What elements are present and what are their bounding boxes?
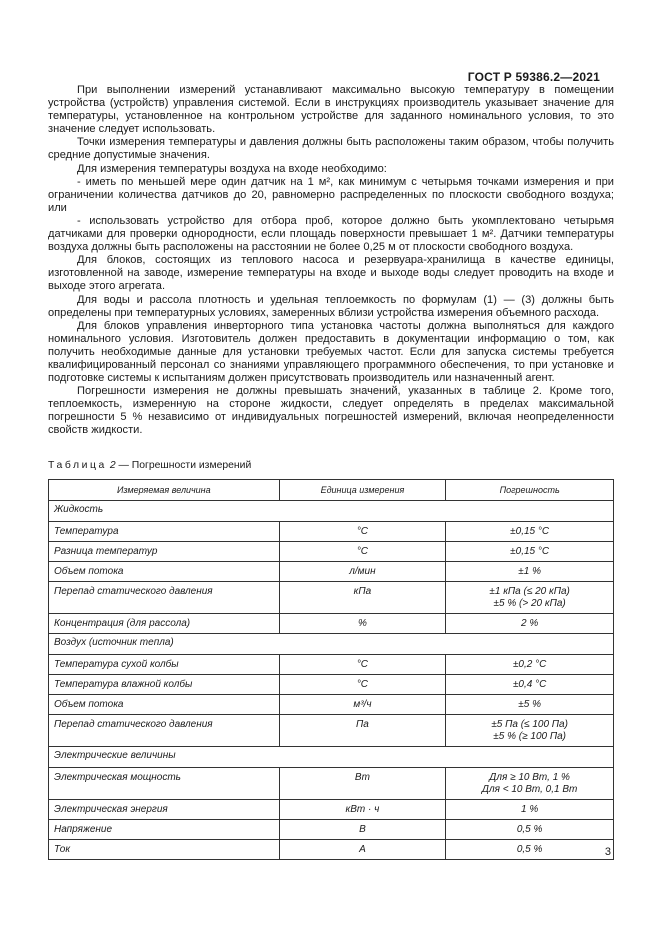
paragraph: При выполнении измерений устанавливают максимально высокую температуру в помещении устройства (устройств) управления системой. Если в инструкциях производитель указывает значение для температуры, установленное на контрольном устройстве для заданного номинального условия, то это значение следует использовать. [48, 84, 614, 136]
caption-number: 2 [109, 460, 116, 471]
table-row [49, 715, 614, 747]
paragraph: - иметь по меньшей мере один датчик на 1 м², как минимум с четырьмя точками измерения и при ограничении количества датчиков до 20, равномерно распределенных по плоскости свободного воздуха; или [48, 175, 614, 214]
error-line: ±5 % (> 20 кПа) [493, 598, 566, 609]
error-cell [446, 715, 614, 747]
unit-cell: % [279, 614, 446, 634]
paragraph: Для воды и рассола плотность и удельная теплоемкость по формулам (1) — (3) должны быть определены при температурных условиях, замеренных вблизи устройства измерения объемного расхода. [48, 293, 614, 319]
error-line: 0,5 % [516, 824, 543, 835]
error-line: ±0,15 °C [510, 526, 550, 537]
quantity-cell: Объем потока [49, 562, 280, 582]
error-cell [446, 582, 614, 614]
error-line: ±1 % [518, 566, 541, 577]
error-cell [446, 562, 614, 582]
table-row [49, 582, 614, 614]
unit-cell: °C [279, 655, 446, 675]
error-line: Для < 10 Вт, 0,1 Вт [481, 784, 578, 795]
table-row [49, 840, 614, 860]
error-cell [446, 800, 614, 820]
table-row [49, 695, 614, 715]
unit-cell: л/мин [279, 562, 446, 582]
header-error: Погрешность [446, 480, 614, 501]
paragraph: Для блоков, состоящих из теплового насоса и резервуара-хранилища в качестве единицы, изготовленной на заводе, измерение температуры на входе и выходе воды следует проводить на входе и выходе этого агрегата. [48, 254, 614, 293]
header-unit: Единица измерения [279, 480, 446, 501]
table-section-row [49, 501, 614, 522]
quantity-cell: Перепад статического давления [49, 582, 280, 614]
quantity-cell: Ток [49, 840, 280, 860]
error-cell [446, 840, 614, 860]
page-number: 3 [604, 846, 611, 858]
body-text [48, 84, 614, 438]
table-section-row [49, 747, 614, 768]
error-cell [446, 695, 614, 715]
error-line: Для ≥ 10 Вт, 1 % [489, 772, 570, 783]
error-cell [446, 522, 614, 542]
error-line: ±5 % [518, 699, 541, 710]
error-cell [446, 655, 614, 675]
quantity-cell: Температура влажной колбы [49, 675, 280, 695]
quantity-cell: Электрическая энергия [49, 800, 280, 820]
table-row [49, 675, 614, 695]
error-cell [446, 820, 614, 840]
table-row [49, 614, 614, 634]
unit-cell: А [279, 840, 446, 860]
error-line: 2 % [521, 618, 539, 629]
unit-cell: кПа [279, 582, 446, 614]
table-row [49, 562, 614, 582]
error-line: ±0,2 °C [512, 659, 547, 670]
error-cell [446, 542, 614, 562]
unit-cell: м³/ч [279, 695, 446, 715]
error-line: ±5 Па (≤ 100 Па) [491, 719, 568, 730]
caption-title: — Погрешности измерений [115, 460, 252, 471]
section-title: Электрические величины [49, 747, 614, 768]
error-cell [446, 675, 614, 695]
error-cell [446, 768, 614, 800]
unit-cell: °C [279, 675, 446, 695]
table-row [49, 542, 614, 562]
unit-cell: °C [279, 522, 446, 542]
quantity-cell: Объем потока [49, 695, 280, 715]
error-cell [446, 614, 614, 634]
unit-cell: Вт [279, 768, 446, 800]
table-header-row [49, 480, 614, 501]
unit-cell: кВт · ч [279, 800, 446, 820]
paragraph: Для блоков управления инверторного типа установка частоты должна выполняться для каждого номинального условия. Изготовитель должен предоставить в документации информацию о том, как получить необходимые данные для установки требуемых частот. Если для запуска системы требуется квалифицированный персонал со знаниями управляющего программного обеспечения, то при установке и подготовке системы к испытаниям должен присутствовать производитель или назначенный агент. [48, 319, 614, 385]
table-caption [48, 460, 251, 471]
table-body [49, 501, 614, 860]
table-row [49, 522, 614, 542]
table-section-row [49, 634, 614, 655]
table-row [49, 768, 614, 800]
error-line: 0,5 % [516, 844, 543, 855]
paragraph: Погрешности измерения не должны превышать значений, указанных в таблице 2. Кроме того, теплоемкость, измеренную на стороне жидкости, следует определять в пределах максимальной погрешности 5 % независимо от индивидуальных погрешностей измерений, включая неопределенности свойств жидкости. [48, 385, 614, 437]
table-row [49, 800, 614, 820]
quantity-cell: Электрическая мощность [49, 768, 280, 800]
document-header: ГОСТ Р 59386.2—2021 [467, 70, 600, 84]
section-title: Жидкость [49, 501, 614, 522]
quantity-cell: Напряжение [49, 820, 280, 840]
paragraph: Точки измерения температуры и давления должны быть расположены таким образом, чтобы получить средние допустимые значения. [48, 136, 614, 162]
caption-label: Таблица [48, 460, 107, 471]
header-quantity: Измеряемая величина [49, 480, 280, 501]
quantity-cell: Концентрация (для рассола) [49, 614, 280, 634]
error-table [48, 479, 614, 860]
error-line: ±0,4 °C [512, 679, 547, 690]
table-row [49, 655, 614, 675]
unit-cell: °C [279, 542, 446, 562]
paragraph: Для измерения температуры воздуха на входе необходимо: [77, 162, 387, 175]
paragraph: - использовать устройство для отбора проб, которое должно быть укомплектовано четырьмя датчиками для проверки однородности, если площадь поверхности превышает 1 м². Датчики температуры воздуха должны быть расположены на расстоянии не более 0,25 м от плоскости свободного воздуха. [48, 214, 614, 254]
quantity-cell: Разница температур [49, 542, 280, 562]
error-line: ±1 кПа (≤ 20 кПа) [489, 586, 570, 597]
error-line: ±0,15 °C [510, 546, 550, 557]
error-line: 1 % [521, 804, 539, 815]
unit-cell: В [279, 820, 446, 840]
quantity-cell: Перепад статического давления [49, 715, 280, 747]
section-title: Воздух (источник тепла) [49, 634, 614, 655]
quantity-cell: Температура сухой колбы [49, 655, 280, 675]
table-row [49, 820, 614, 840]
quantity-cell: Температура [49, 522, 280, 542]
error-line: ±5 % (≥ 100 Па) [493, 731, 566, 742]
unit-cell: Па [279, 715, 446, 747]
